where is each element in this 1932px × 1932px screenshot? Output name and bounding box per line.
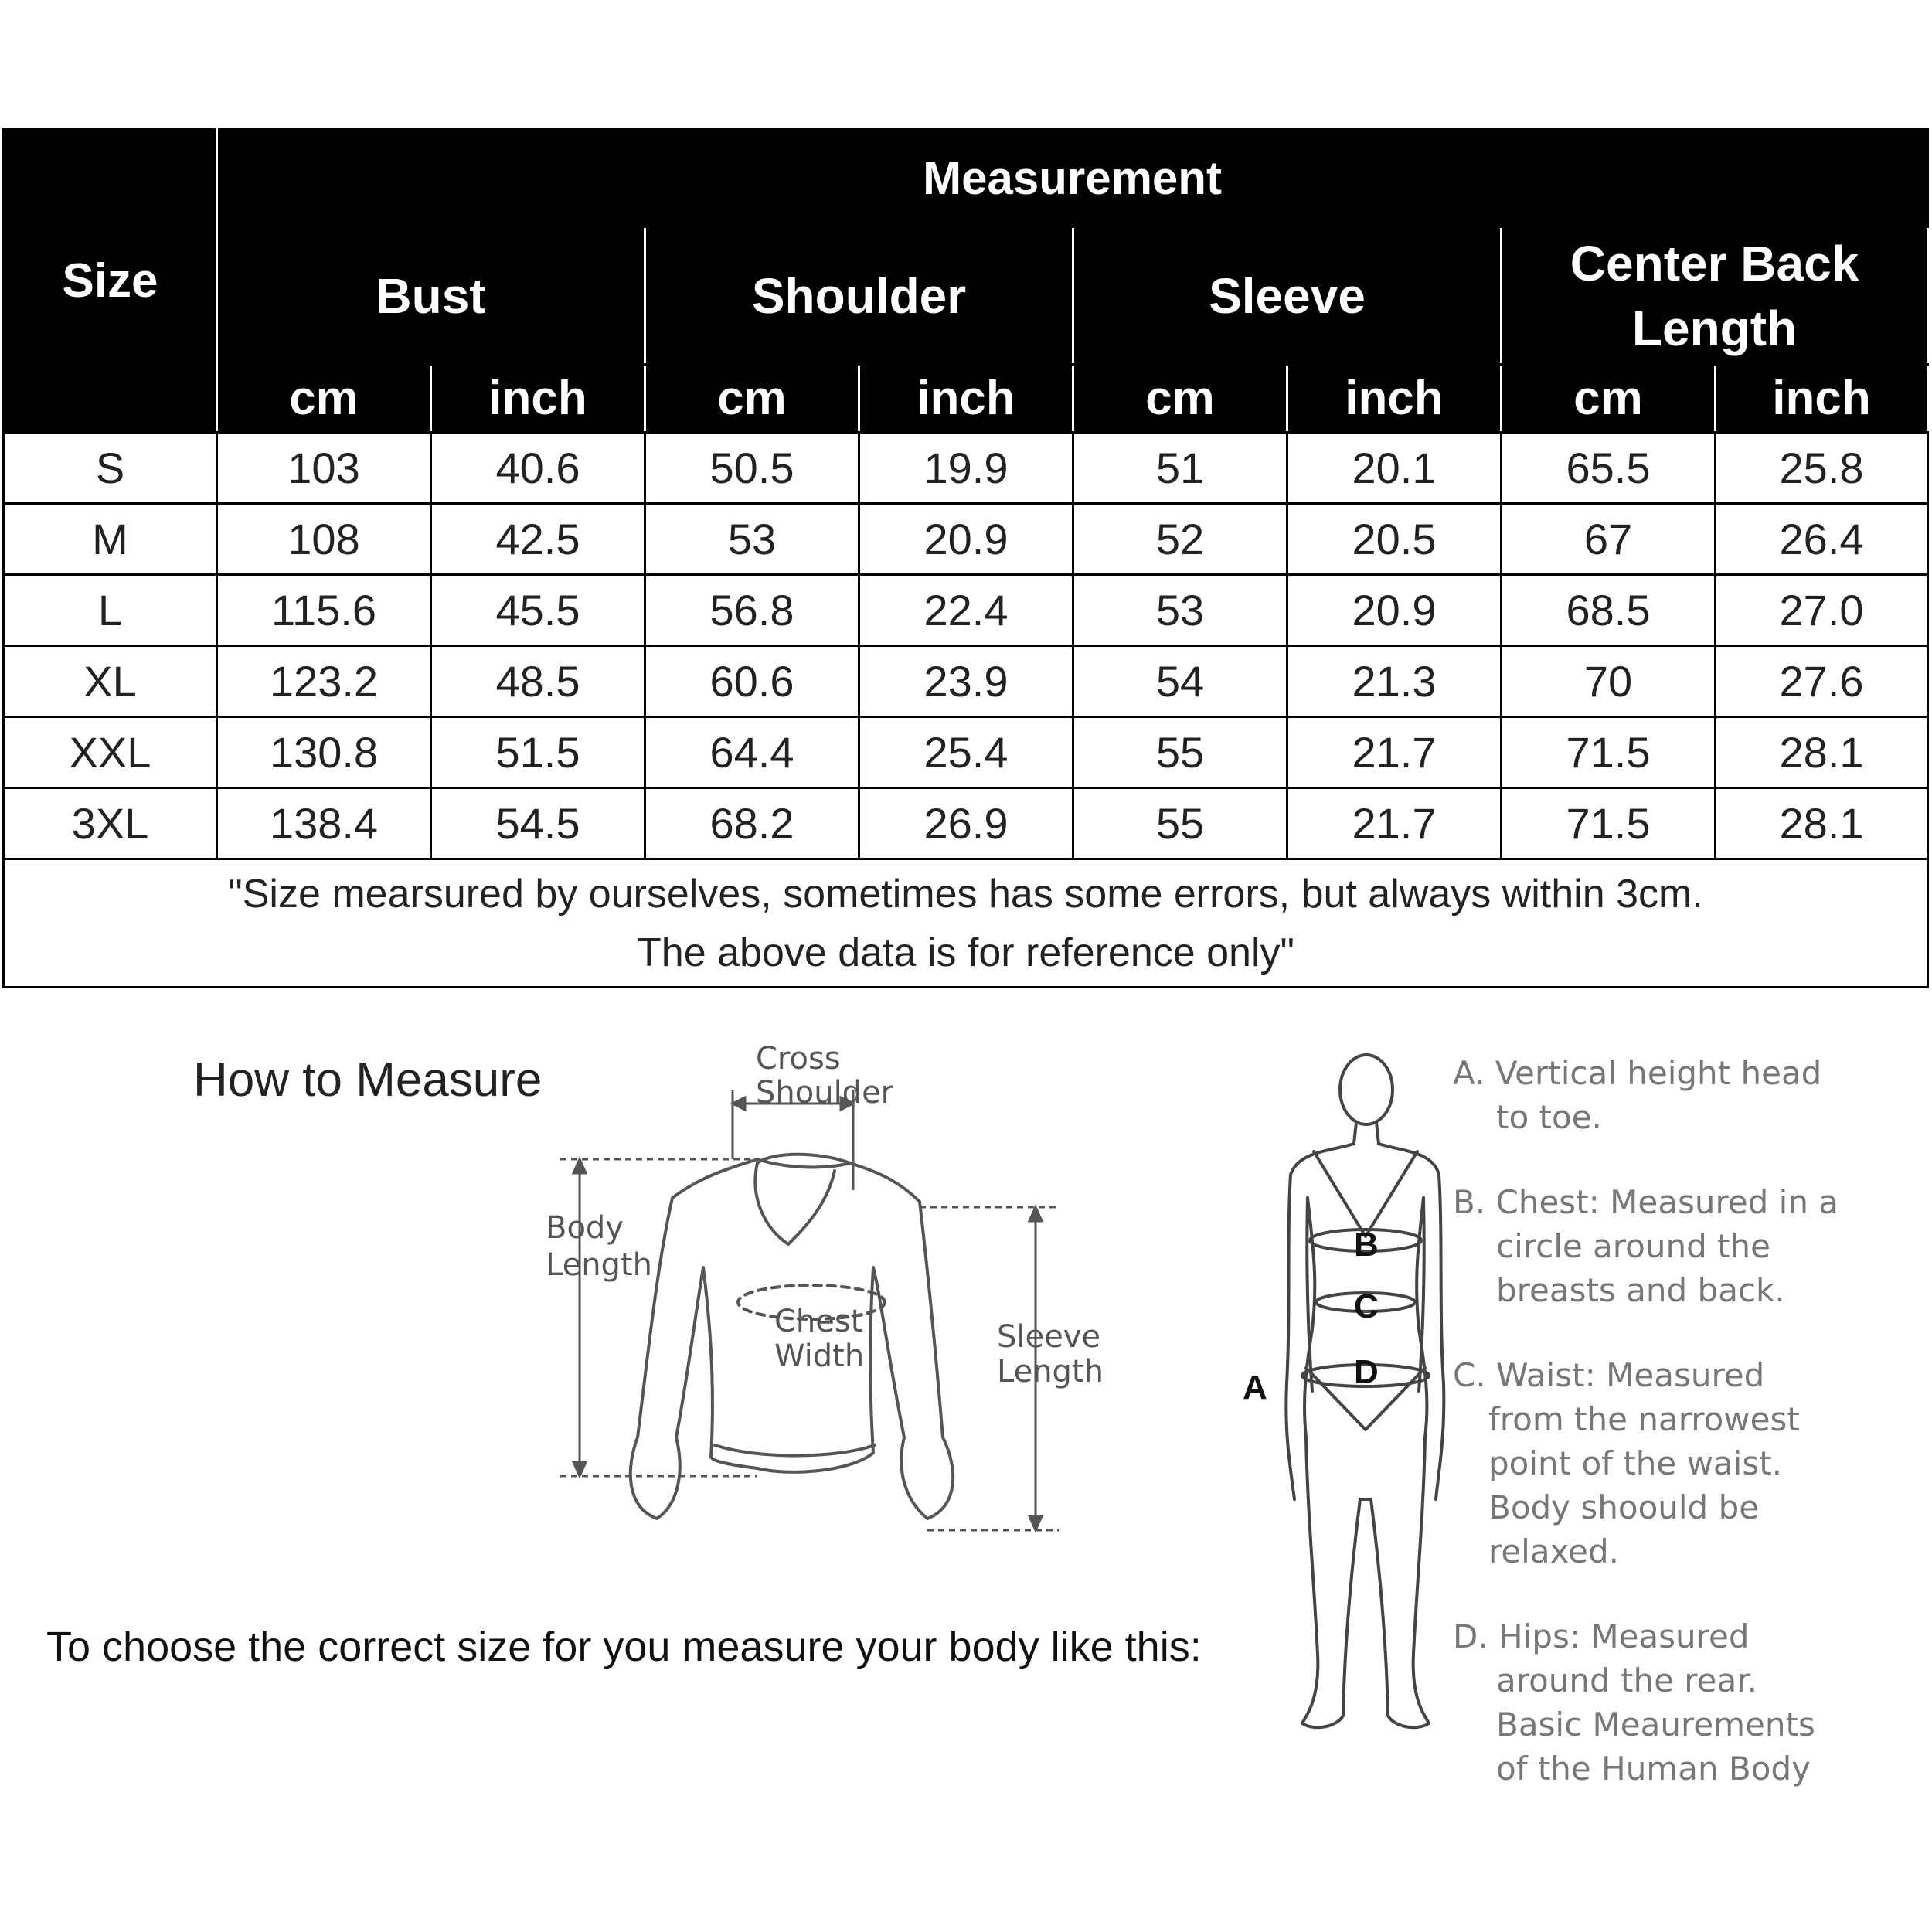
value-cell: 55: [1073, 717, 1287, 788]
sleeve-length-label: Length: [997, 1354, 1104, 1389]
value-cell: 20.5: [1287, 504, 1502, 575]
unit-header: cm: [1502, 365, 1716, 433]
choose-size-instruction: To choose the correct size for you measure your body like this:: [46, 1624, 1202, 1670]
value-cell: 40.6: [431, 433, 645, 504]
body-letter-d: D: [1354, 1353, 1379, 1391]
note-line: to toe.: [1496, 1098, 1602, 1136]
reference-note: [4, 859, 1928, 988]
value-cell: 26.4: [1716, 504, 1928, 575]
table-row: [4, 504, 1928, 575]
size-chart-table: [2, 128, 1929, 988]
value-cell: 19.9: [859, 433, 1073, 504]
value-cell: 53: [1073, 575, 1287, 646]
value-cell: 52: [1073, 504, 1287, 575]
table-row: [4, 717, 1928, 788]
body-letter-a: A: [1243, 1369, 1267, 1406]
size-cell: S: [4, 433, 217, 504]
measurement-notes: [1453, 1051, 1917, 1832]
value-cell: 103: [217, 433, 431, 504]
value-cell: 20.9: [859, 504, 1073, 575]
value-cell: 21.3: [1287, 646, 1502, 717]
cross-shoulder-label: Shoulder: [756, 1075, 894, 1111]
unit-header: inch: [1287, 365, 1502, 433]
sleeve-length-label: Sleeve: [997, 1319, 1101, 1355]
cross-shoulder-label: Cross: [756, 1041, 841, 1077]
table-row: [4, 433, 1928, 504]
group-header-center-back-length: Center Back Length: [1502, 227, 1928, 365]
value-cell: 54.5: [431, 788, 645, 859]
value-cell: 130.8: [217, 717, 431, 788]
value-cell: 68.5: [1502, 575, 1716, 646]
note-line: A. Vertical height head: [1453, 1054, 1822, 1092]
measurement-header: Measurement: [217, 130, 1928, 227]
note-waist: [1453, 1353, 1917, 1573]
size-cell: M: [4, 504, 217, 575]
value-cell: 27.6: [1716, 646, 1928, 717]
note-line: relaxed.: [1488, 1532, 1620, 1570]
value-cell: 51: [1073, 433, 1287, 504]
note-line: around the rear.: [1496, 1662, 1757, 1699]
value-cell: 54: [1073, 646, 1287, 717]
note-line: Basic Meaurements: [1496, 1706, 1815, 1743]
value-cell: 56.8: [645, 575, 859, 646]
note-vertical-height: [1453, 1051, 1917, 1139]
note-line: C. Waist: Measured: [1453, 1356, 1765, 1394]
note-chest: [1453, 1180, 1917, 1312]
value-cell: 26.9: [859, 788, 1073, 859]
value-cell: 53: [645, 504, 859, 575]
value-cell: 108: [217, 504, 431, 575]
value-cell: 42.5: [431, 504, 645, 575]
table-row: [4, 788, 1928, 859]
note-line: circle around the: [1496, 1227, 1771, 1265]
unit-header: cm: [645, 365, 859, 433]
value-cell: 20.1: [1287, 433, 1502, 504]
size-cell: 3XL: [4, 788, 217, 859]
group-header-shoulder: Shoulder: [645, 227, 1073, 365]
value-cell: 55: [1073, 788, 1287, 859]
size-header: Size: [4, 130, 217, 433]
value-cell: 28.1: [1716, 717, 1928, 788]
value-cell: 27.0: [1716, 575, 1928, 646]
value-cell: 60.6: [645, 646, 859, 717]
note-line: of the Human Body: [1496, 1750, 1811, 1787]
unit-header: inch: [431, 365, 645, 433]
table-body: [4, 433, 1928, 859]
value-cell: 48.5: [431, 646, 645, 717]
value-cell: 71.5: [1502, 717, 1716, 788]
value-cell: 28.1: [1716, 788, 1928, 859]
value-cell: 25.8: [1716, 433, 1928, 504]
chest-width-label: Width: [774, 1338, 865, 1374]
unit-header: inch: [859, 365, 1073, 433]
human-body-diagram: [1221, 1036, 1453, 1770]
sweater-diagram: [526, 1036, 1144, 1546]
value-cell: 123.2: [217, 646, 431, 717]
body-length-label: Length: [546, 1247, 652, 1283]
group-header-sleeve: Sleeve: [1073, 227, 1502, 365]
value-cell: 20.9: [1287, 575, 1502, 646]
note-line: B. Chest: Measured in a: [1453, 1183, 1839, 1221]
value-cell: 68.2: [645, 788, 859, 859]
value-cell: 64.4: [645, 717, 859, 788]
value-cell: 23.9: [859, 646, 1073, 717]
note-line: breasts and back.: [1496, 1271, 1785, 1309]
table-row: [4, 575, 1928, 646]
value-cell: 50.5: [645, 433, 859, 504]
how-to-measure-title: How to Measure: [193, 1053, 543, 1107]
size-cell: XXL: [4, 717, 217, 788]
group-header-bust: Bust: [217, 227, 645, 365]
reference-note-line: The above data is for reference only": [637, 930, 1294, 975]
note-line: Body shoould be: [1488, 1488, 1760, 1526]
reference-note-line: "Size mearsured by ourselves, sometimes has some errors, but always within 3cm.: [228, 871, 1703, 917]
size-cell: XL: [4, 646, 217, 717]
body-length-label: Body: [546, 1210, 624, 1246]
value-cell: 70: [1502, 646, 1716, 717]
note-line: point of the waist.: [1488, 1444, 1783, 1482]
unit-header: cm: [217, 365, 431, 433]
value-cell: 22.4: [859, 575, 1073, 646]
note-hips: [1453, 1614, 1917, 1791]
value-cell: 21.7: [1287, 788, 1502, 859]
size-cell: L: [4, 575, 217, 646]
table-row: [4, 646, 1928, 717]
value-cell: 51.5: [431, 717, 645, 788]
chest-width-label: Chest: [774, 1304, 863, 1339]
body-letter-b: B: [1354, 1226, 1379, 1264]
note-line: D. Hips: Measured: [1453, 1617, 1750, 1655]
body-letter-c: C: [1354, 1287, 1379, 1325]
value-cell: 138.4: [217, 788, 431, 859]
note-line: from the narrowest: [1488, 1400, 1800, 1438]
value-cell: 67: [1502, 504, 1716, 575]
value-cell: 21.7: [1287, 717, 1502, 788]
unit-header: inch: [1716, 365, 1928, 433]
value-cell: 115.6: [217, 575, 431, 646]
unit-header: cm: [1073, 365, 1287, 433]
value-cell: 25.4: [859, 717, 1073, 788]
value-cell: 65.5: [1502, 433, 1716, 504]
value-cell: 71.5: [1502, 788, 1716, 859]
value-cell: 45.5: [431, 575, 645, 646]
